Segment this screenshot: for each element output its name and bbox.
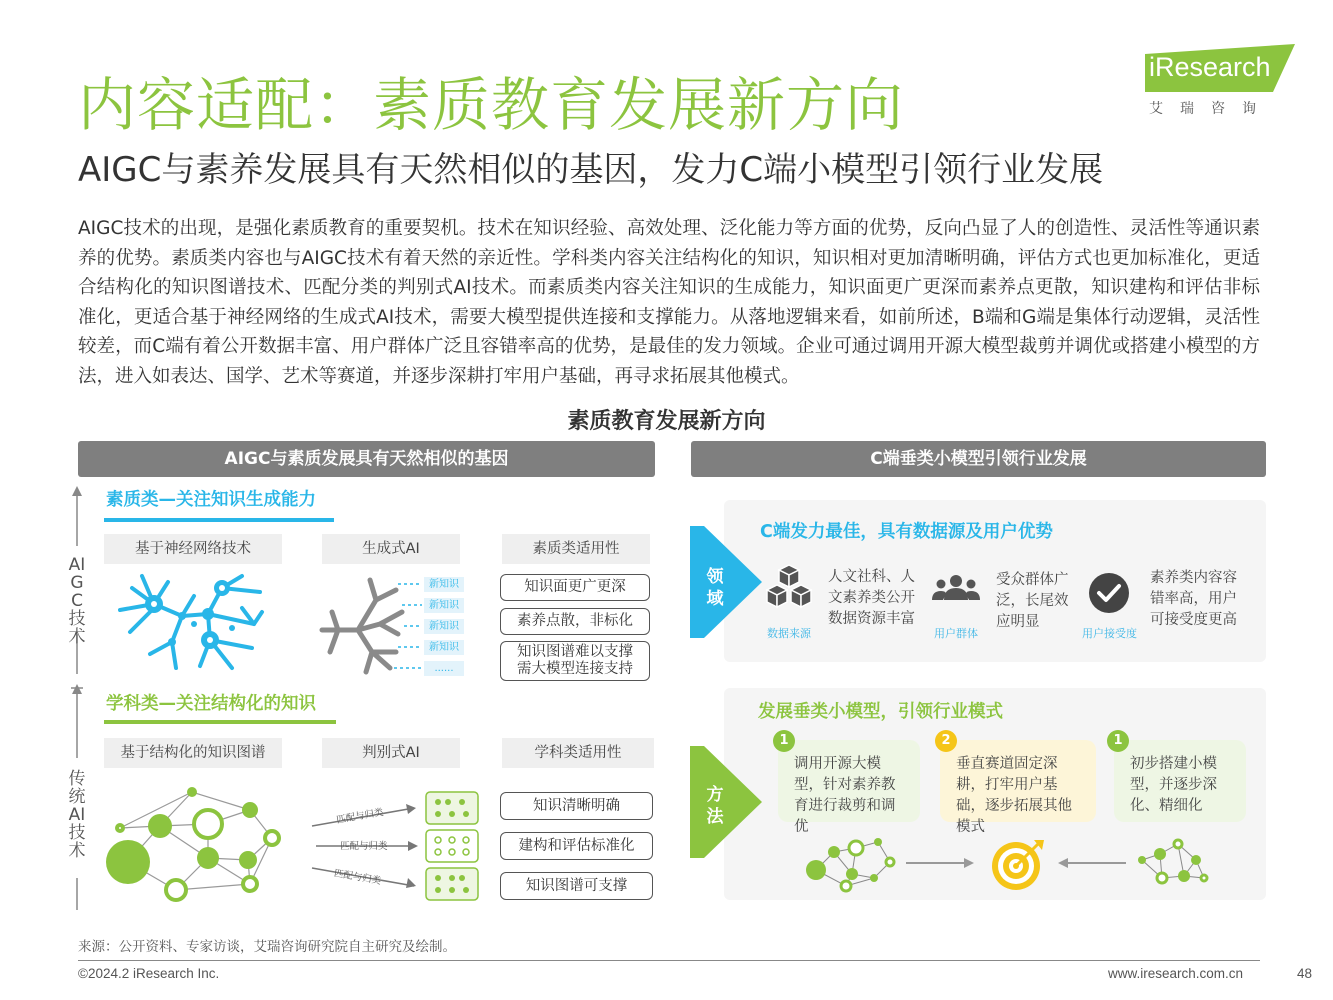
arrow-label-3: 匹配与归类 bbox=[333, 867, 382, 888]
quality-pill-1: 知识面更广更深 bbox=[500, 574, 650, 601]
gen-tag: 新知识 bbox=[424, 619, 464, 634]
users-icon bbox=[932, 574, 980, 604]
gen-tag: ...... bbox=[424, 661, 464, 676]
method-card-text-2: 垂直赛道固定深耕，打牢用户基础，逐步拓展其他模式 bbox=[956, 756, 1072, 835]
method-chevron-icon bbox=[690, 746, 762, 858]
classification-arrows-icon bbox=[306, 786, 486, 906]
source-note: 来源：公开资料、专家访谈，艾瑞咨询研究院自主研究及绘制。 bbox=[78, 939, 456, 955]
method-card-3 bbox=[1114, 740, 1246, 822]
page-title: 内容适配：素质教育发展新方向 bbox=[78, 71, 905, 139]
domain-item-label-3: 用户接受度 bbox=[1082, 627, 1137, 640]
method-chevron-label: 方法 bbox=[706, 785, 724, 827]
knowledge-graph-icon bbox=[100, 780, 300, 910]
logo-text: iResearch bbox=[1149, 52, 1271, 82]
small-model-network-icon bbox=[1132, 838, 1212, 890]
quality-underline bbox=[104, 518, 334, 522]
method-heading: 发展垂类小模型，引领行业模式 bbox=[758, 702, 1003, 722]
left-section-bar: AIGC与素质发展具有天然相似的基因 bbox=[78, 441, 655, 477]
quality-heading: 素质类—关注知识生成能力 bbox=[106, 490, 316, 510]
large-model-network-icon bbox=[800, 834, 900, 894]
subject-heading: 学科类—关注结构化的知识 bbox=[106, 694, 316, 714]
website-link[interactable]: www.iresearch.com.cn bbox=[1108, 966, 1244, 981]
axis-label-traditional-text: 传统AI技术 bbox=[68, 769, 86, 861]
domain-item-text-1: 人文社科、人文素养类公开数据资源丰富 bbox=[828, 569, 915, 627]
copyright: ©2024.2 iResearch Inc. bbox=[78, 966, 220, 981]
domain-chevron-icon bbox=[690, 526, 762, 638]
figure-title: 素质教育发展新方向 bbox=[567, 409, 766, 434]
axis-label-traditional bbox=[66, 770, 88, 860]
subject-col-fit: 学科类适用性 bbox=[502, 738, 654, 768]
method-card-number-1: 1 bbox=[773, 730, 795, 752]
quality-col-fit: 素质类适用性 bbox=[502, 534, 650, 564]
iresearch-logo bbox=[1145, 44, 1295, 119]
subject-pill-2: 建构和评估标准化 bbox=[500, 832, 653, 860]
method-card-number-3: 1 bbox=[1107, 730, 1129, 752]
subject-pill-3: 知识图谱可支撑 bbox=[500, 872, 653, 900]
generated-knowledge-tags bbox=[424, 577, 464, 676]
logo-subtext: 艾瑞咨询 bbox=[1149, 101, 1273, 117]
page-subtitle: AIGC与素养发展具有天然相似的基因，发力C端小模型引领行业发展 bbox=[78, 150, 1104, 190]
method-card-2 bbox=[940, 740, 1096, 835]
subject-col-graph: 基于结构化的知识图谱 bbox=[104, 738, 282, 768]
body-paragraph: AIGC技术的出现，是强化素质教育的重要契机。技术在知识经验、高效处理、泛化能力等方面的优势，反向凸显了人的创造性、灵活性等通识素养的优势。素质类内容也与AIGC技术有着天然的亲近性。学科类内容关注结构化的知识，知识相对更加清晰明确，评估方式也更加标准化，更适合结构化的知识图谱技术、匹配分类的判别式AI技术。而素质类内容关注知识的生成能力，知识面更广更深而素养点更散，知识建构和评估非标准化，更适合基于神经网络的生成式AI技术，需要大模型提供连接和支撑能力。从落地逻辑来看，如前所述，B端和G端是集体行动逻辑，灵活性较差，而C端有着公开数据丰富、用户群体广泛且容错率高的优势，是最佳的发力领域。企业可通过调用开源大模型裁剪并调优或搭建小模型的方法，进入如表达、国学、艺术等赛道，并逐步深耕打牢用户基础，再寻求拓展其他模式。 bbox=[78, 218, 1260, 387]
method-card-text-3: 初步搭建小模型，并逐步深化、精细化 bbox=[1130, 756, 1217, 814]
left-arrow-icon bbox=[1056, 856, 1128, 870]
domain-item-text-2: 受众群体广泛，长尾效应明显 bbox=[996, 572, 1069, 630]
arrow-label-1: 匹配与归类 bbox=[335, 806, 385, 827]
subject-col-discriminative: 判别式AI bbox=[322, 738, 460, 768]
gen-tag: 新知识 bbox=[424, 598, 464, 613]
subject-underline bbox=[104, 720, 336, 724]
right-arrow-icon bbox=[904, 856, 976, 870]
quality-col-neural: 基于神经网络技术 bbox=[104, 534, 282, 564]
domain-item-label-1: 数据来源 bbox=[767, 627, 811, 640]
quality-col-generative: 生成式AI bbox=[322, 534, 460, 564]
target-icon bbox=[990, 838, 1046, 892]
subject-pill-1: 知识清晰明确 bbox=[500, 792, 653, 820]
right-section-bar: C端垂类小模型引领行业发展 bbox=[691, 441, 1266, 477]
quality-pill-3: 知识图谱难以支撑 需大模型连接支持 bbox=[500, 641, 650, 681]
footer-divider bbox=[78, 960, 1260, 961]
domain-chevron-label: 领域 bbox=[706, 567, 724, 609]
axis-label-aigc-text: AIGC技术 bbox=[68, 555, 86, 647]
gen-tag: 新知识 bbox=[424, 577, 464, 592]
method-card-number-2: 2 bbox=[935, 730, 957, 752]
arrow-label-2: 匹配与归类 bbox=[340, 841, 388, 852]
page-number: 48 bbox=[1297, 966, 1313, 981]
method-card-text-1: 调用开源大模型，针对素养教育进行裁剪和调优 bbox=[794, 756, 896, 835]
method-card-1 bbox=[778, 740, 920, 835]
axis-label-aigc bbox=[66, 556, 88, 646]
domain-item-label-2: 用户群体 bbox=[934, 627, 978, 640]
domain-item-text-3: 素养类内容容错率高，用户可接受度更高 bbox=[1150, 570, 1237, 628]
check-circle-icon bbox=[1088, 572, 1130, 614]
neuron-network-icon bbox=[112, 568, 272, 680]
domain-heading: C端发力最佳，具有数据源及用户优势 bbox=[760, 522, 1053, 542]
cubes-icon bbox=[765, 563, 813, 611]
gen-tag: 新知识 bbox=[424, 640, 464, 655]
quality-pill-2: 素养点散，非标化 bbox=[500, 608, 650, 635]
